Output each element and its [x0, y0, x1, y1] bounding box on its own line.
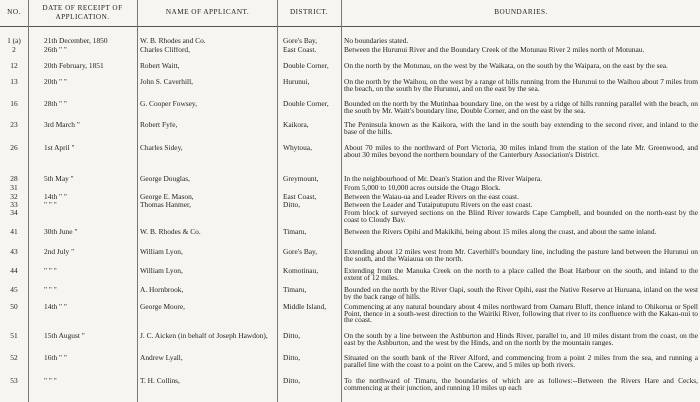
header-applicant: NAME OF APPLICANT.	[165, 8, 250, 16]
cell-district: Double Corner,	[283, 63, 329, 70]
table-row	[0, 304, 700, 325]
cell-date: 30th June "	[44, 229, 78, 236]
header-boundaries: BOUNDARIES.	[494, 8, 548, 16]
cell-date: 14th " "	[44, 304, 67, 311]
cell-boundaries: On the north by the Waihou, on the west by a range of hills running from the Hurunui to the Waihou about 7 miles from the beach, on the south by the Hurunui, and on the east by the sea.	[344, 79, 698, 93]
cell-boundaries: On the north by the Motunau, on the west by the Waikata, on the south by the Waipara, on the east by the sea.	[344, 63, 668, 70]
table-row	[0, 145, 700, 159]
cell-applicant: W. B. Rhodes & Co.	[140, 229, 201, 236]
cell-applicant: William Lyon,	[140, 268, 183, 275]
cell-date: 3rd March "	[44, 122, 80, 129]
cell-date: 20th February, 1851	[44, 63, 104, 70]
cell-applicant: W. B. Rhodes and Co.	[140, 38, 206, 45]
cell-boundaries: From 5,000 to 10,000 acres outside the Otago Block.	[344, 185, 501, 192]
cell-boundaries: On the south by a line between the Ashburton and Hinds River, parallel to, and 10 miles distant from the coast, on the east by the Ashburton, and the west by the Hinds, and on the north by the mountain ranges.	[344, 333, 698, 347]
header-district: DISTRICT.	[289, 8, 329, 16]
cell-date: 15th August "	[44, 333, 85, 340]
table-row	[0, 101, 700, 115]
cell-applicant: G. Cooper Fowsey,	[140, 101, 197, 108]
cell-date: 20th " "	[44, 79, 67, 86]
cell-applicant: William Lyon,	[140, 249, 183, 256]
cell-boundaries: Between the Leader and Tutaiputuputu Rivers on the east coast.	[344, 202, 533, 209]
cell-district: Timaru,	[283, 287, 307, 294]
cell-no: 26	[10, 145, 18, 152]
cell-applicant: Charles Sidey,	[140, 145, 183, 152]
cell-district: Gore's Bay,	[283, 249, 318, 256]
table-row	[0, 268, 700, 282]
cell-no: 16	[10, 101, 18, 108]
cell-district: Kaikora,	[283, 122, 309, 129]
table-row	[0, 355, 700, 369]
cell-date: 26th " "	[44, 47, 67, 54]
cell-no: 52	[10, 355, 18, 362]
cell-district: Ditto,	[283, 202, 301, 209]
cell-date: 21th December, 1850	[44, 38, 108, 45]
cell-boundaries: In the neighbourhood of Mr. Dean's Station and the River Waipera.	[344, 176, 543, 183]
cell-no: 34	[10, 210, 18, 217]
cell-district: Timaru,	[283, 229, 307, 236]
cell-boundaries: About 70 miles to the northward of Port Victoria, 30 miles inland from the station of the late Mr. Greenwood, and about 30 miles beyond the northern boundary of the Canterbury Association's District.	[344, 145, 698, 159]
cell-boundaries: Between the Waiau-ua and Leader Rivers on the east coast.	[344, 194, 519, 201]
cell-applicant: A. Hornbrook,	[140, 287, 184, 294]
cell-district: Ditto,	[283, 378, 301, 385]
cell-boundaries: Bounded on the north by the River Oapi, south the River Opihi, east the Native Reserve at Huruana, inland on the west by the back range of hills.	[344, 287, 698, 301]
cell-district: Middle Island,	[283, 304, 327, 311]
cell-boundaries: Between the Rivers Opihi and Makikihi, being about 15 miles along the coast, and about the same inland.	[344, 229, 657, 236]
cell-district: East Coast,	[283, 194, 317, 201]
table-row	[0, 229, 700, 243]
cell-district: East Coast.	[283, 47, 317, 54]
table-row	[0, 210, 700, 224]
cell-no: 51	[10, 333, 18, 340]
cell-no: 41	[10, 229, 18, 236]
cell-no: 50	[10, 304, 18, 311]
cell-no: 44	[10, 268, 18, 275]
table-row	[0, 47, 700, 61]
cell-date: 5th May "	[44, 176, 74, 183]
table-header	[0, 0, 700, 27]
cell-no: 53	[10, 378, 18, 385]
cell-boundaries: Extending about 12 miles west from Mr. Caverhill's boundary line, including the pasture land between the Hurunui on the south, and the Waiauua on the north.	[344, 249, 698, 263]
cell-applicant: Robert Fyfe,	[140, 122, 178, 129]
cell-applicant: J. C. Aicken (in behalf of Joseph Hawdon),	[140, 333, 268, 340]
cell-boundaries: Situated on the south bank of the River Alford, and commencing from a point 2 miles from the sea, and running a parallel line with the coast to a point on the Carew, and 5 miles up both rivers.	[344, 355, 698, 369]
cell-date: 28th " "	[44, 101, 67, 108]
cell-district: Greymount,	[283, 176, 319, 183]
cell-no: 1 (a)	[7, 38, 21, 45]
cell-date: 1st April "	[44, 145, 75, 152]
cell-applicant: George Douglas,	[140, 176, 190, 183]
table-row	[0, 63, 700, 77]
cell-no: 13	[10, 79, 18, 86]
header-no: NO.	[7, 8, 21, 16]
cell-no: 32	[10, 194, 18, 201]
cell-no: 12	[10, 63, 18, 70]
table-row	[0, 249, 700, 263]
table-row	[0, 333, 700, 347]
cell-boundaries: The Peninsula known as the Kaikora, with the land in the south bay extending to the second river, and inland to the base of the hills.	[344, 122, 698, 136]
cell-no: 23	[10, 122, 18, 129]
cell-boundaries: Bounded on the north by the Mutinhaa boundary line, on the west by a ridge of hills running parallel with the beach, on the south by Mr. Waitt's boundary line, Double Corner, and on the east by the sea.	[344, 101, 698, 115]
cell-applicant: George Moore,	[140, 304, 186, 311]
cell-boundaries: Extending from the Manuka Creek on the north to a place called the Boat Harbour on the south, and inland to the extent of 12 miles.	[344, 268, 698, 282]
cell-no: 31	[10, 185, 18, 192]
cell-date: 16th " "	[44, 355, 67, 362]
cell-date: " " "	[44, 378, 57, 385]
cell-boundaries: Between the Hurunui River and the Boundary Creek of the Motunau River 2 miles north of Motunau.	[344, 47, 645, 54]
cell-applicant: John S. Caverhill,	[140, 79, 193, 86]
cell-boundaries: No boundaries stated.	[344, 38, 409, 45]
table-row	[0, 79, 700, 93]
cell-applicant: Robert Waitt,	[140, 63, 180, 70]
cell-no: 28	[10, 176, 18, 183]
cell-district: Hurunui,	[283, 79, 310, 86]
cell-no: 2	[12, 47, 16, 54]
cell-district: Whytoua,	[283, 145, 312, 152]
cell-boundaries: From block of surveyed sections on the Blind River towards Cape Campbell, and bounded on the north-east by the coast to Cloudy Bay.	[344, 210, 698, 224]
cell-no: 33	[10, 202, 18, 209]
cell-applicant: Charles Clifford,	[140, 47, 190, 54]
cell-applicant: T. H. Collins,	[140, 378, 180, 385]
cell-date: 14th " "	[44, 194, 67, 201]
cell-district: Ditto,	[283, 333, 301, 340]
table-row	[0, 378, 700, 392]
cell-boundaries: Commencing at any natural boundary about 4 miles northward from Oamaru Bluff, thence inland to Ohikorua or Spell Point, thence in a south-west direction to the Wairiki River, following that river to its confluence with the Kakau-nui to the coast.	[344, 304, 698, 325]
cell-applicant: Thomas Hanmer,	[140, 202, 192, 209]
table-row	[0, 122, 700, 136]
cell-district: Komotinau,	[283, 268, 319, 275]
cell-no: 45	[10, 287, 18, 294]
cell-date: 2nd July "	[44, 249, 75, 256]
cell-district: Double Corner,	[283, 101, 329, 108]
cell-district: Gore's Bay,	[283, 38, 318, 45]
cell-date: " " "	[44, 202, 57, 209]
cell-applicant: George E. Mason,	[140, 194, 194, 201]
cell-applicant: Andrew Lyall,	[140, 355, 183, 362]
header-date: DATE OF RECEIPT OF APPLICATION.	[42, 4, 123, 21]
cell-boundaries: To the northward of Timaru, the boundaries of which are as follows:--Between the Rivers Hare and Cecks, commencing at their junction, and running 10 miles up each	[344, 378, 698, 392]
cell-no: 43	[10, 249, 18, 256]
cell-date: " " "	[44, 287, 57, 294]
cell-date: " " "	[44, 268, 57, 275]
cell-district: Ditto,	[283, 355, 301, 362]
table-row	[0, 287, 700, 301]
